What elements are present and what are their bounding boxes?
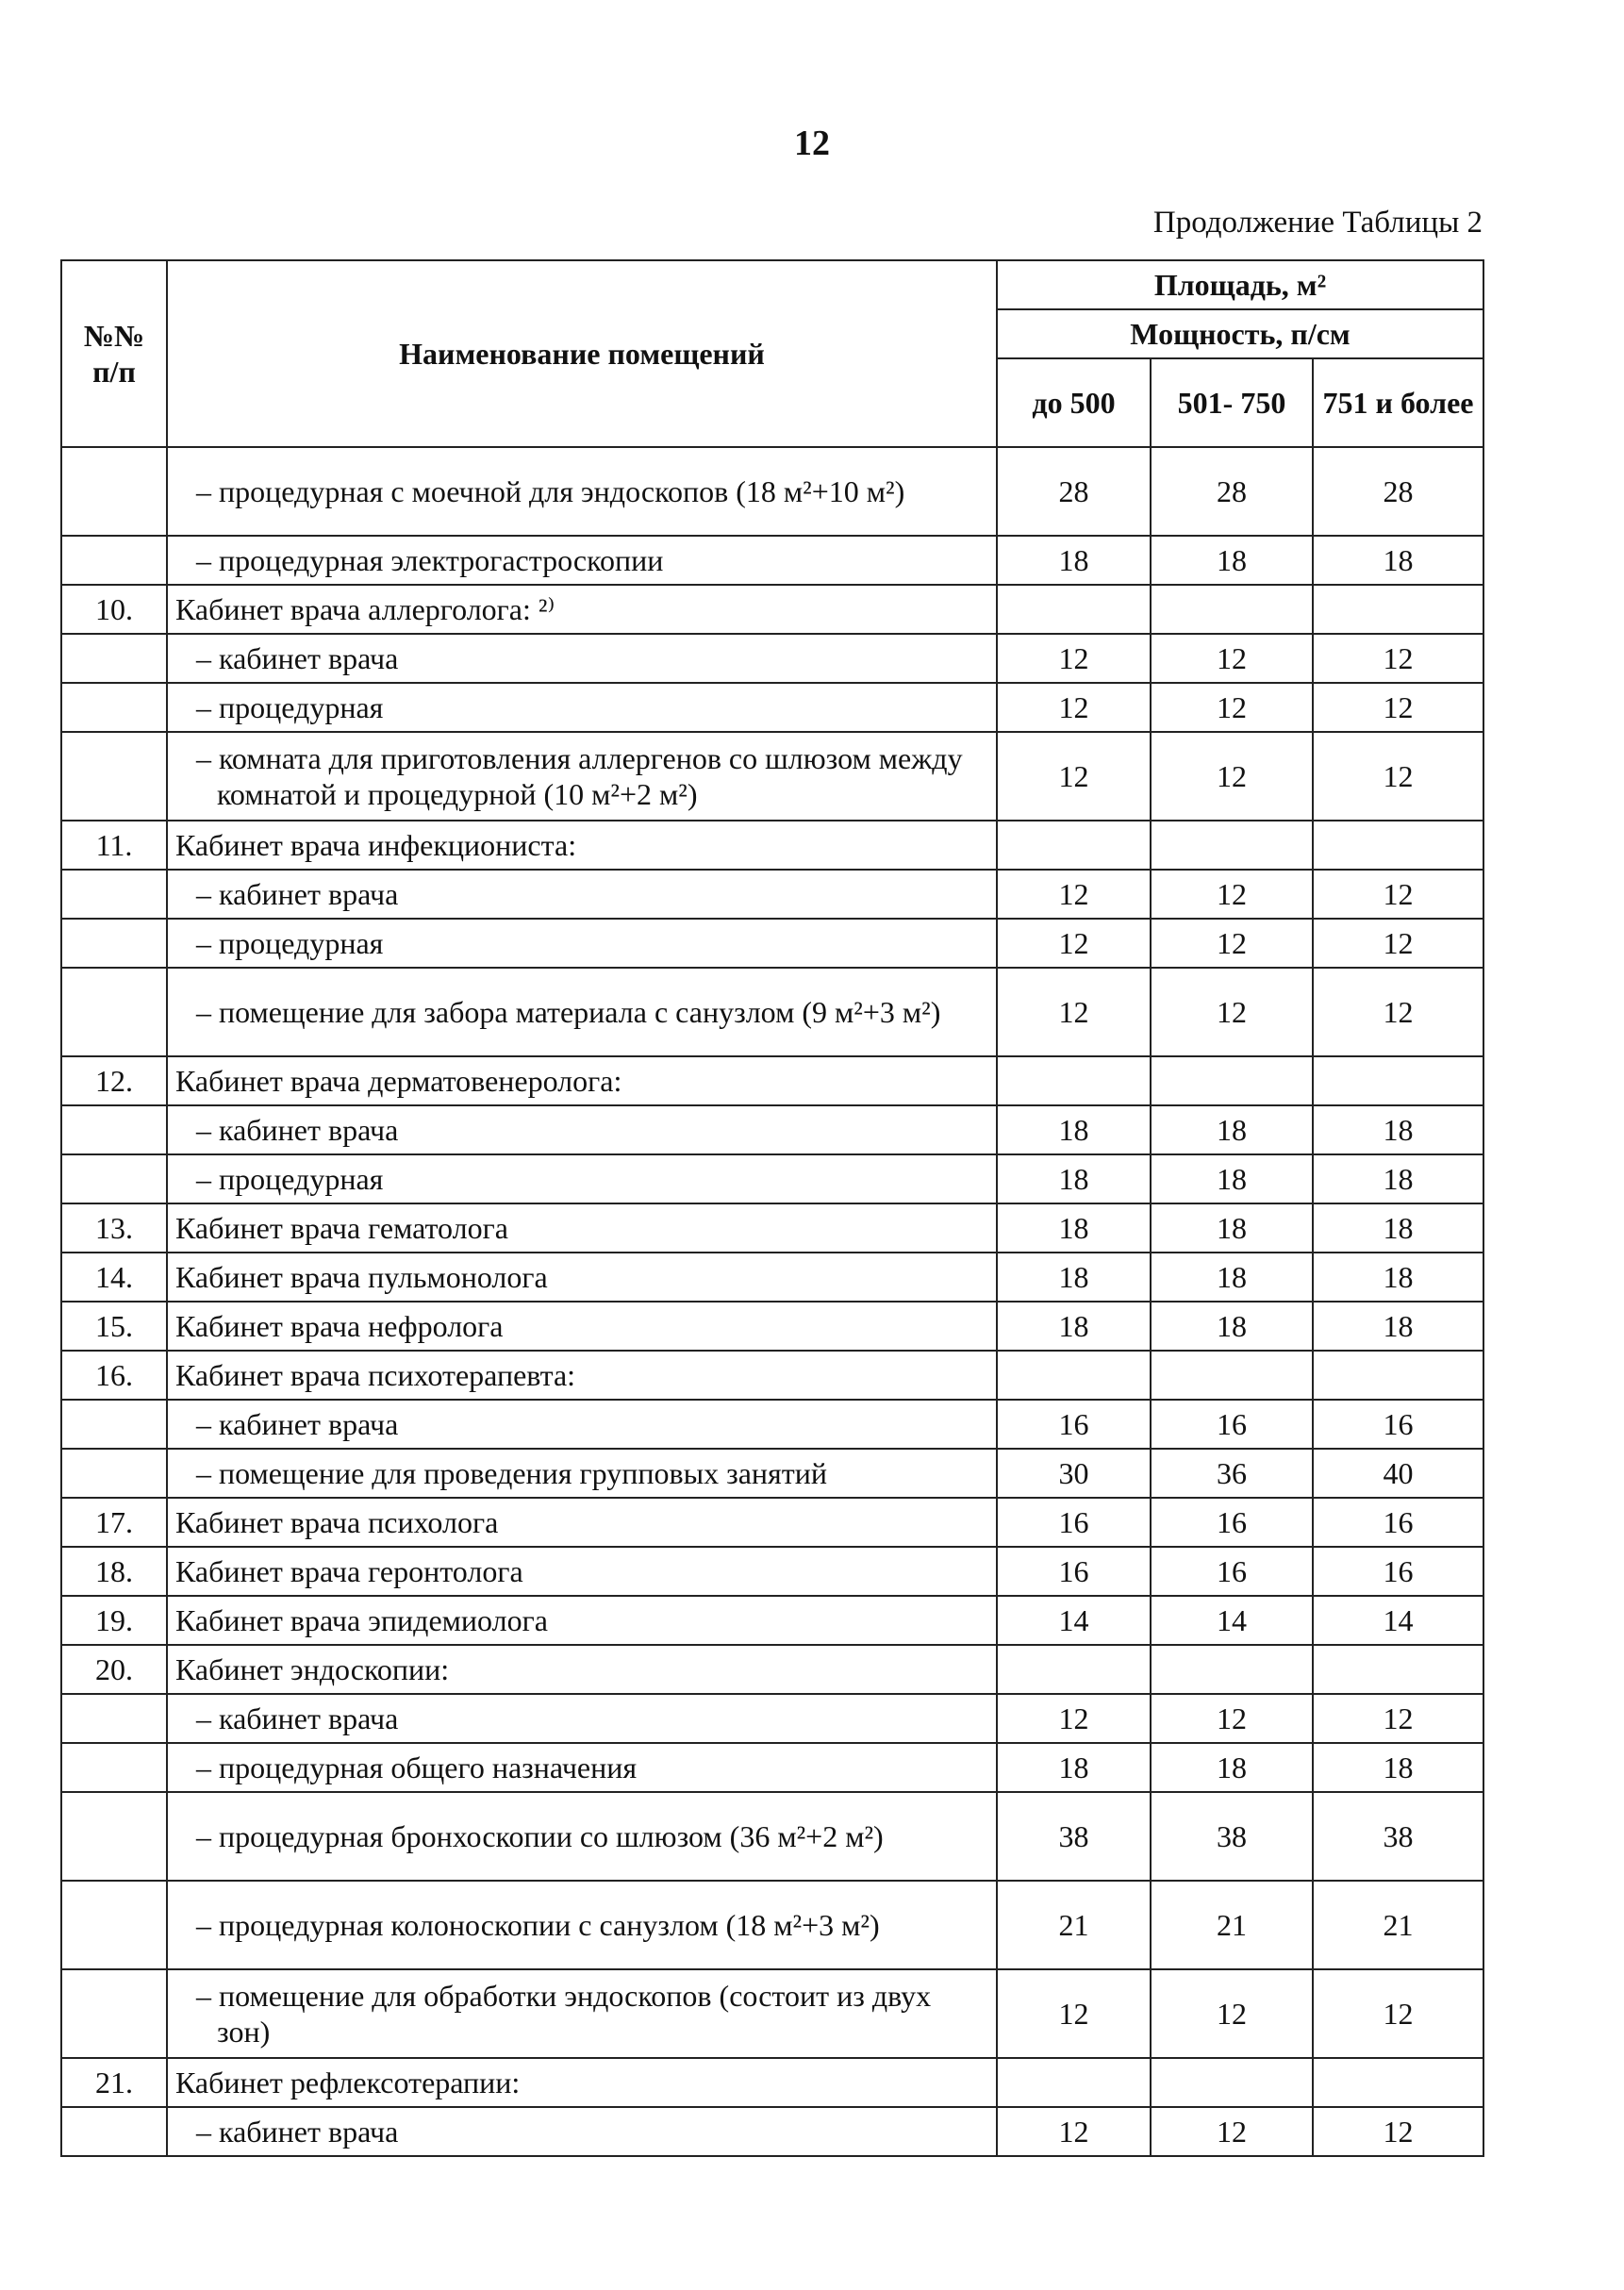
row-number bbox=[61, 919, 167, 968]
area-up-to-500: 18 bbox=[997, 1302, 1151, 1351]
area-501-750: 18 bbox=[1151, 1105, 1313, 1154]
area-up-to-500: 18 bbox=[997, 1253, 1151, 1302]
row-number: 17. bbox=[61, 1498, 167, 1547]
table-row bbox=[61, 821, 1483, 870]
area-751-plus: 12 bbox=[1313, 870, 1483, 919]
area-501-750: 12 bbox=[1151, 1969, 1313, 2058]
area-751-plus: 18 bbox=[1313, 1302, 1483, 1351]
area-501-750: 12 bbox=[1151, 1694, 1313, 1743]
area-751-plus: 12 bbox=[1313, 1694, 1483, 1743]
area-751-plus: 12 bbox=[1313, 2107, 1483, 2156]
room-name: Кабинет врача психолога bbox=[167, 1498, 997, 1547]
table-header bbox=[61, 260, 1483, 447]
area-up-to-500: 18 bbox=[997, 1743, 1151, 1792]
row-number bbox=[61, 1792, 167, 1881]
area-751-plus: 40 bbox=[1313, 1449, 1483, 1498]
area-751-plus: 12 bbox=[1313, 968, 1483, 1056]
area-751-plus: 14 bbox=[1313, 1596, 1483, 1645]
area-up-to-500 bbox=[997, 1645, 1151, 1694]
table-row bbox=[61, 634, 1483, 683]
row-number: 21. bbox=[61, 2058, 167, 2107]
room-subitem-name: – процедурная электрогастроскопии bbox=[167, 536, 997, 585]
area-up-to-500 bbox=[997, 821, 1151, 870]
table-row bbox=[61, 1154, 1483, 1203]
row-number: 16. bbox=[61, 1351, 167, 1400]
room-subitem-name: – процедурная общего назначения bbox=[167, 1743, 997, 1792]
table-row bbox=[61, 683, 1483, 732]
page-number: 12 bbox=[794, 124, 830, 163]
room-name: Кабинет врача нефролога bbox=[167, 1302, 997, 1351]
table-row bbox=[61, 1105, 1483, 1154]
row-number: 10. bbox=[61, 585, 167, 634]
row-number bbox=[61, 683, 167, 732]
row-number bbox=[61, 1881, 167, 1969]
area-751-plus: 12 bbox=[1313, 1969, 1483, 2058]
row-number bbox=[61, 1743, 167, 1792]
room-subitem-name: – комната для приготовления аллергенов со шлюзом между комнатой и процедурной (10 м²+2 м²) bbox=[167, 732, 997, 821]
row-number bbox=[61, 1449, 167, 1498]
table-row bbox=[61, 585, 1483, 634]
area-751-plus: 28 bbox=[1313, 447, 1483, 536]
area-up-to-500 bbox=[997, 585, 1151, 634]
area-501-750 bbox=[1151, 821, 1313, 870]
room-name: Кабинет врача геронтолога bbox=[167, 1547, 997, 1596]
room-name: Кабинет врача инфекциониста: bbox=[167, 821, 997, 870]
area-up-to-500: 30 bbox=[997, 1449, 1151, 1498]
area-751-plus: 16 bbox=[1313, 1547, 1483, 1596]
row-number bbox=[61, 1154, 167, 1203]
table-body bbox=[61, 447, 1483, 2156]
room-subitem-name: – помещение для обработки эндоскопов (состоит из двух зон) bbox=[167, 1969, 997, 2058]
area-751-plus: 12 bbox=[1313, 732, 1483, 821]
area-up-to-500: 16 bbox=[997, 1498, 1151, 1547]
area-501-750: 16 bbox=[1151, 1400, 1313, 1449]
area-751-plus bbox=[1313, 1645, 1483, 1694]
room-name: Кабинет врача аллерголога: ²⁾ bbox=[167, 585, 997, 634]
area-up-to-500: 12 bbox=[997, 2107, 1151, 2156]
table-row bbox=[61, 447, 1483, 536]
area-up-to-500: 12 bbox=[997, 919, 1151, 968]
room-subitem-name: – кабинет врача bbox=[167, 1400, 997, 1449]
area-up-to-500: 28 bbox=[997, 447, 1151, 536]
area-501-750: 16 bbox=[1151, 1547, 1313, 1596]
table-row bbox=[61, 1351, 1483, 1400]
area-501-750: 18 bbox=[1151, 536, 1313, 585]
room-subitem-name: – кабинет врача bbox=[167, 870, 997, 919]
room-subitem-name: – процедурная колоноскопии с санузлом (18 м²+3 м²) bbox=[167, 1881, 997, 1969]
area-up-to-500: 18 bbox=[997, 1203, 1151, 1253]
area-751-plus bbox=[1313, 2058, 1483, 2107]
row-number bbox=[61, 1969, 167, 2058]
area-751-plus bbox=[1313, 1056, 1483, 1105]
area-501-750 bbox=[1151, 585, 1313, 634]
row-number: 19. bbox=[61, 1596, 167, 1645]
area-501-750 bbox=[1151, 1645, 1313, 1694]
area-up-to-500: 16 bbox=[997, 1547, 1151, 1596]
area-501-750: 18 bbox=[1151, 1154, 1313, 1203]
table-row bbox=[61, 1596, 1483, 1645]
area-up-to-500: 21 bbox=[997, 1881, 1151, 1969]
table-row bbox=[61, 968, 1483, 1056]
area-501-750: 38 bbox=[1151, 1792, 1313, 1881]
room-name: Кабинет врача пульмонолога bbox=[167, 1253, 997, 1302]
room-subitem-name: – процедурная bbox=[167, 919, 997, 968]
area-501-750: 28 bbox=[1151, 447, 1313, 536]
table-row bbox=[61, 1792, 1483, 1881]
area-501-750: 12 bbox=[1151, 919, 1313, 968]
row-number: 20. bbox=[61, 1645, 167, 1694]
area-up-to-500: 18 bbox=[997, 536, 1151, 585]
header-number-column: №№ п/п bbox=[61, 260, 167, 447]
room-name: Кабинет врача эпидемиолога bbox=[167, 1596, 997, 1645]
area-751-plus: 16 bbox=[1313, 1400, 1483, 1449]
row-number bbox=[61, 1400, 167, 1449]
area-501-750: 21 bbox=[1151, 1881, 1313, 1969]
room-subitem-name: – кабинет врача bbox=[167, 2107, 997, 2156]
table-row bbox=[61, 1203, 1483, 1253]
row-number bbox=[61, 634, 167, 683]
area-751-plus: 16 bbox=[1313, 1498, 1483, 1547]
area-501-750 bbox=[1151, 2058, 1313, 2107]
table-row bbox=[61, 1969, 1483, 2058]
room-subitem-name: – помещение для забора материала с санузлом (9 м²+3 м²) bbox=[167, 968, 997, 1056]
area-751-plus: 18 bbox=[1313, 1743, 1483, 1792]
row-number bbox=[61, 2107, 167, 2156]
area-501-750 bbox=[1151, 1056, 1313, 1105]
header-capacity-501-750: 501- 750 bbox=[1151, 358, 1313, 447]
header-capacity-up-to-500: до 500 bbox=[997, 358, 1151, 447]
area-up-to-500: 12 bbox=[997, 732, 1151, 821]
row-number: 11. bbox=[61, 821, 167, 870]
table-row bbox=[61, 1743, 1483, 1792]
area-751-plus: 18 bbox=[1313, 1203, 1483, 1253]
area-751-plus: 18 bbox=[1313, 1253, 1483, 1302]
row-number bbox=[61, 870, 167, 919]
premises-area-table bbox=[60, 259, 1484, 2157]
table-row bbox=[61, 1498, 1483, 1547]
room-subitem-name: – кабинет врача bbox=[167, 1105, 997, 1154]
area-up-to-500: 12 bbox=[997, 683, 1151, 732]
room-name: Кабинет рефлексотерапии: bbox=[167, 2058, 997, 2107]
table-row bbox=[61, 1400, 1483, 1449]
table-row bbox=[61, 1881, 1483, 1969]
area-up-to-500: 18 bbox=[997, 1105, 1151, 1154]
room-subitem-name: – процедурная с моечной для эндоскопов (18 м²+10 м²) bbox=[167, 447, 997, 536]
table-row bbox=[61, 1694, 1483, 1743]
row-number bbox=[61, 447, 167, 536]
area-751-plus: 21 bbox=[1313, 1881, 1483, 1969]
room-subitem-name: – помещение для проведения групповых занятий bbox=[167, 1449, 997, 1498]
area-up-to-500: 12 bbox=[997, 968, 1151, 1056]
table-continuation-label: Продолжение Таблицы 2 bbox=[1152, 206, 1483, 240]
area-751-plus: 18 bbox=[1313, 536, 1483, 585]
area-501-750: 14 bbox=[1151, 1596, 1313, 1645]
area-751-plus bbox=[1313, 1351, 1483, 1400]
area-751-plus: 38 bbox=[1313, 1792, 1483, 1881]
room-name: Кабинет врача гематолога bbox=[167, 1203, 997, 1253]
area-501-750: 12 bbox=[1151, 968, 1313, 1056]
area-up-to-500: 14 bbox=[997, 1596, 1151, 1645]
row-number: 18. bbox=[61, 1547, 167, 1596]
area-501-750: 12 bbox=[1151, 683, 1313, 732]
area-501-750 bbox=[1151, 1351, 1313, 1400]
area-501-750: 12 bbox=[1151, 2107, 1313, 2156]
area-501-750: 12 bbox=[1151, 634, 1313, 683]
area-501-750: 12 bbox=[1151, 732, 1313, 821]
header-power: Мощность, п/см bbox=[997, 309, 1483, 358]
area-751-plus: 12 bbox=[1313, 919, 1483, 968]
area-up-to-500: 12 bbox=[997, 1969, 1151, 2058]
table-row bbox=[61, 1645, 1483, 1694]
row-number: 15. bbox=[61, 1302, 167, 1351]
area-up-to-500: 12 bbox=[997, 870, 1151, 919]
row-number bbox=[61, 732, 167, 821]
table-row bbox=[61, 919, 1483, 968]
area-up-to-500: 12 bbox=[997, 1694, 1151, 1743]
area-751-plus: 12 bbox=[1313, 634, 1483, 683]
room-subitem-name: – кабинет врача bbox=[167, 634, 997, 683]
room-subitem-name: – процедурная bbox=[167, 1154, 997, 1203]
row-number bbox=[61, 536, 167, 585]
room-subitem-name: – процедурная бронхоскопии со шлюзом (36 м²+2 м²) bbox=[167, 1792, 997, 1881]
area-up-to-500 bbox=[997, 1056, 1151, 1105]
table-row bbox=[61, 870, 1483, 919]
table-row bbox=[61, 1253, 1483, 1302]
table-row bbox=[61, 732, 1483, 821]
table-row bbox=[61, 1302, 1483, 1351]
header-name-column: Наименование помещений bbox=[167, 260, 997, 447]
area-501-750: 18 bbox=[1151, 1203, 1313, 1253]
area-up-to-500: 18 bbox=[997, 1154, 1151, 1203]
row-number: 13. bbox=[61, 1203, 167, 1253]
area-up-to-500: 16 bbox=[997, 1400, 1151, 1449]
table-row bbox=[61, 1056, 1483, 1105]
room-name: Кабинет врача психотерапевта: bbox=[167, 1351, 997, 1400]
area-up-to-500 bbox=[997, 1351, 1151, 1400]
row-number bbox=[61, 1694, 167, 1743]
area-751-plus: 18 bbox=[1313, 1154, 1483, 1203]
table-row bbox=[61, 2107, 1483, 2156]
room-name: Кабинет врача дерматовенеролога: bbox=[167, 1056, 997, 1105]
row-number: 12. bbox=[61, 1056, 167, 1105]
table-row bbox=[61, 1547, 1483, 1596]
table-row bbox=[61, 2058, 1483, 2107]
area-751-plus bbox=[1313, 585, 1483, 634]
row-number bbox=[61, 1105, 167, 1154]
area-501-750: 18 bbox=[1151, 1743, 1313, 1792]
header-area: Площадь, м² bbox=[997, 260, 1483, 309]
area-751-plus: 12 bbox=[1313, 683, 1483, 732]
area-501-750: 36 bbox=[1151, 1449, 1313, 1498]
table-row bbox=[61, 536, 1483, 585]
area-up-to-500: 12 bbox=[997, 634, 1151, 683]
room-name: Кабинет эндоскопии: bbox=[167, 1645, 997, 1694]
area-501-750: 18 bbox=[1151, 1253, 1313, 1302]
area-751-plus: 18 bbox=[1313, 1105, 1483, 1154]
area-501-750: 18 bbox=[1151, 1302, 1313, 1351]
row-number: 14. bbox=[61, 1253, 167, 1302]
header-capacity-751-plus: 751 и более bbox=[1313, 358, 1483, 447]
area-501-750: 16 bbox=[1151, 1498, 1313, 1547]
room-subitem-name: – процедурная bbox=[167, 683, 997, 732]
area-501-750: 12 bbox=[1151, 870, 1313, 919]
area-up-to-500: 38 bbox=[997, 1792, 1151, 1881]
area-up-to-500 bbox=[997, 2058, 1151, 2107]
table-row bbox=[61, 1449, 1483, 1498]
area-751-plus bbox=[1313, 821, 1483, 870]
room-subitem-name: – кабинет врача bbox=[167, 1694, 997, 1743]
row-number bbox=[61, 968, 167, 1056]
